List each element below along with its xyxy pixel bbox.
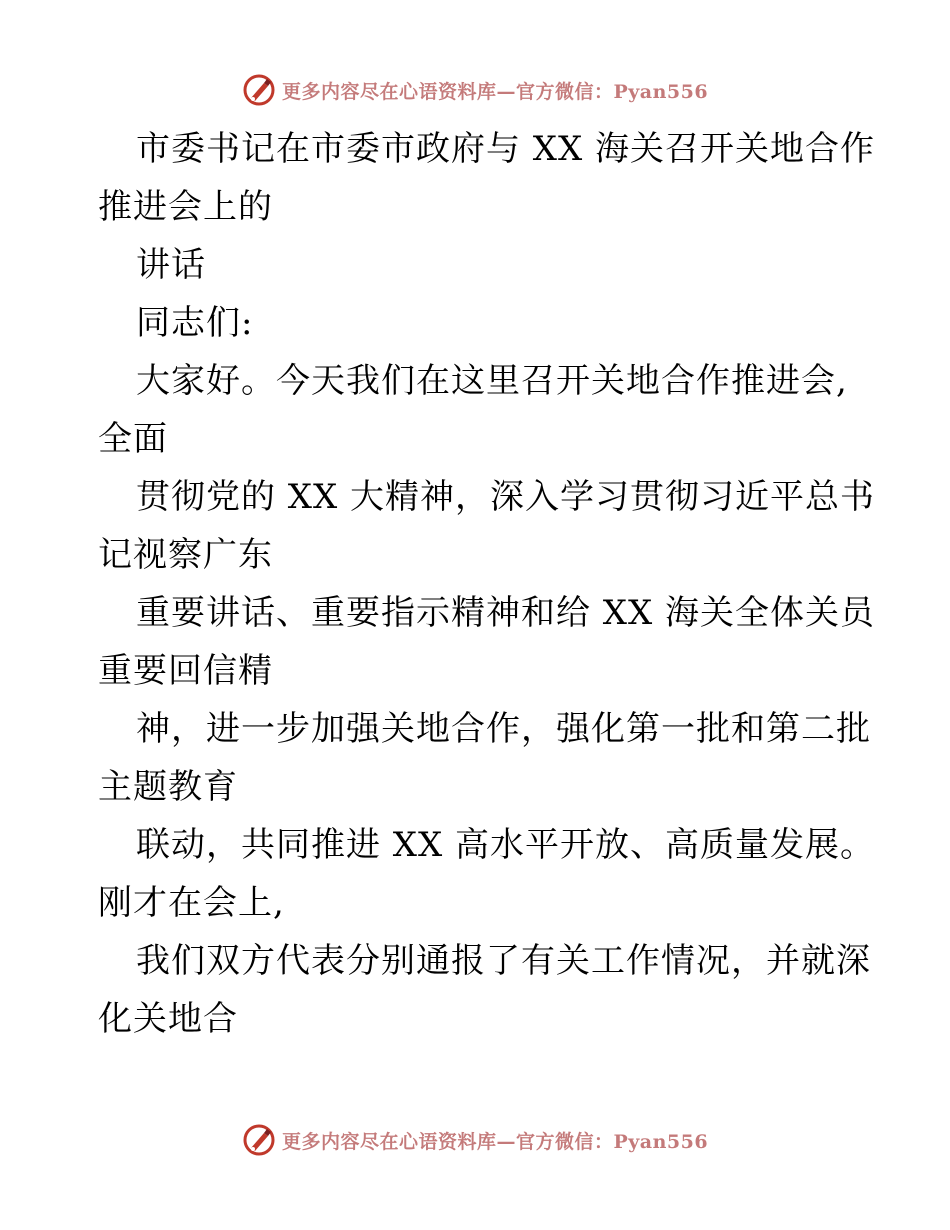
pen-circle-logo-icon xyxy=(242,1123,276,1157)
document-line: 神，进一步加强关地合作，强化第一批和第二批 xyxy=(136,709,871,749)
document-line: 同志们: xyxy=(136,303,254,343)
document-line: 推进会上的 xyxy=(98,187,273,227)
document-line: 市委书记在市委市政府与 XX 海关召开关地合作 xyxy=(136,129,876,169)
document-line: 贯彻党的 XX 大精神，深入学习贯彻习近平总书 xyxy=(136,477,876,517)
document-line: 主题教育 xyxy=(98,767,238,807)
document-line: 记视察广东 xyxy=(98,535,273,575)
document-line: 化关地合 xyxy=(98,999,238,1039)
document-line: 联动，共同推进 XX 高水平开放、高质量发展。 xyxy=(136,825,876,865)
document-line: 重要讲话、重要指示精神和给 XX 海关全体关员 xyxy=(136,593,876,633)
document-line: 全面 xyxy=(98,419,168,459)
header-banner xyxy=(0,70,950,110)
pen-circle-logo-icon xyxy=(242,73,276,107)
footer-banner xyxy=(0,1120,950,1160)
document-line: 刚才在会上, xyxy=(98,883,285,923)
document-line: 我们双方代表分别通报了有关工作情况，并就深 xyxy=(136,941,871,981)
document-line: 讲话 xyxy=(136,245,206,285)
footer-banner-text: 更多内容尽在心语资料库—官方微信：Pyan556 xyxy=(281,1130,709,1153)
document-line: 大家好。今天我们在这里召开关地合作推进会, xyxy=(136,361,848,401)
header-banner-text: 更多内容尽在心语资料库—官方微信：Pyan556 xyxy=(281,80,709,103)
document-line: 重要回信精 xyxy=(98,651,273,691)
